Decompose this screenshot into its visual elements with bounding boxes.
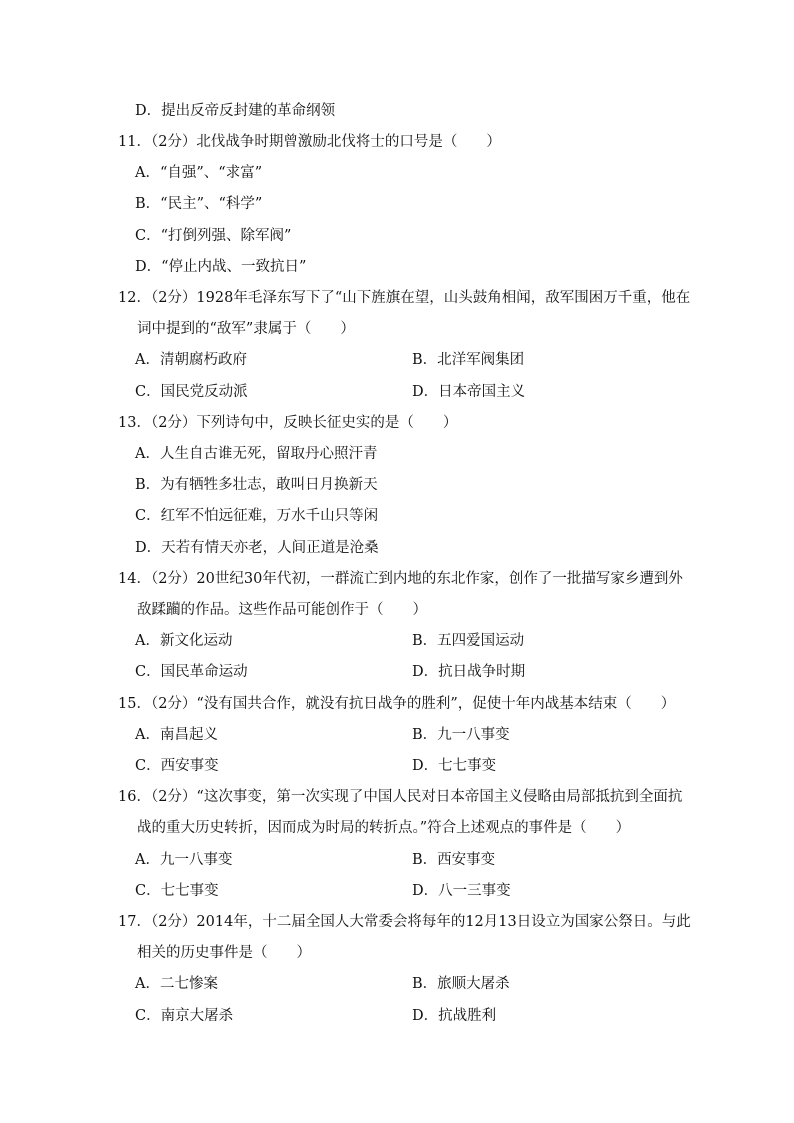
answer-option: C．南京大屠杀: [135, 1008, 234, 1024]
question-stem: 15．（2分）“没有国共合作，就没有抗日战争的胜利”，促使十年内战基本结束（ ）: [118, 696, 676, 712]
answer-option: A．新文化运动: [135, 633, 233, 649]
answer-option: B．五四爱国运动: [412, 633, 525, 649]
answer-option: C．七七事变: [135, 883, 219, 899]
answer-option: C．“打倒列强、除军阀”: [135, 228, 292, 244]
question-stem: 13．（2分）下列诗句中，反映长征史实的是（ ）: [118, 415, 458, 431]
answer-option: D．八一三事变: [412, 883, 511, 899]
answer-option: B．“民主”、“科学”: [135, 196, 263, 212]
answer-option: D．“停止内战、一致抗日”: [135, 259, 307, 275]
question-stem-continued: 相关的历史事件是（ ）: [137, 945, 311, 961]
question-stem-continued: 敌蹂躏的作品。这些作品可能创作于（ ）: [137, 602, 427, 618]
question-stem: 12．（2分）1928年毛泽东写下了“山下旌旗在望，山头鼓角相闻，敌军围困万千重，他在: [118, 290, 691, 306]
answer-option: B．旅顺大屠杀: [412, 976, 510, 992]
answer-option: C．红军不怕远征难，万水千山只等闲: [135, 508, 379, 524]
answer-option: B．为有牺牲多壮志，敢叫日月换新天: [135, 477, 378, 493]
answer-option: C．国民党反动派: [135, 384, 248, 400]
question-stem: 17．（2分）2014年，十二届全国人大常委会将每年的12月13日设立为国家公祭日。与此: [118, 914, 691, 930]
answer-option: D．抗战胜利: [412, 1008, 497, 1024]
question-stem: 11．（2分）北伐战争时期曾激励北伐将士的口号是（ ）: [118, 134, 501, 150]
answer-option: B．北洋军阀集团: [412, 352, 525, 368]
question-stem: 14．（2分）20世纪30年代初，一群流亡到内地的东北作家，创作了一批描写家乡遭到外: [118, 571, 683, 587]
answer-option: D．七七事变: [412, 758, 497, 774]
answer-option: A．九一八事变: [135, 852, 233, 868]
answer-option: A．清朝腐朽政府: [135, 352, 247, 368]
answer-option: A．二七惨案: [135, 976, 218, 992]
answer-option: D．抗日战争时期: [412, 664, 526, 680]
question-stem: 16．（2分）“这次事变，第一次实现了中国人民对日本帝国主义侵略由局部抵抗到全面抗: [118, 789, 683, 805]
answer-option: D．提出反帝反封建的革命纲领: [135, 103, 336, 119]
answer-option: D．天若有情天亦老，人间正道是沧桑: [135, 540, 379, 556]
answer-option: C．国民革命运动: [135, 664, 248, 680]
question-stem-continued: 词中提到的“敌军”隶属于（ ）: [137, 321, 355, 337]
answer-option: A．南昌起义: [135, 727, 218, 743]
answer-option: A．“自强”、“求富”: [135, 165, 263, 181]
question-stem-continued: 战的重大历史转折，因而成为时局的转折点。”符合上述观点的事件是（ ）: [137, 820, 631, 836]
answer-option: B．西安事变: [412, 852, 496, 868]
answer-option: A．人生自古谁无死，留取丹心照汗青: [135, 446, 378, 462]
answer-option: D．日本帝国主义: [412, 384, 526, 400]
answer-option: B．九一八事变: [412, 727, 510, 743]
answer-option: C．西安事变: [135, 758, 219, 774]
